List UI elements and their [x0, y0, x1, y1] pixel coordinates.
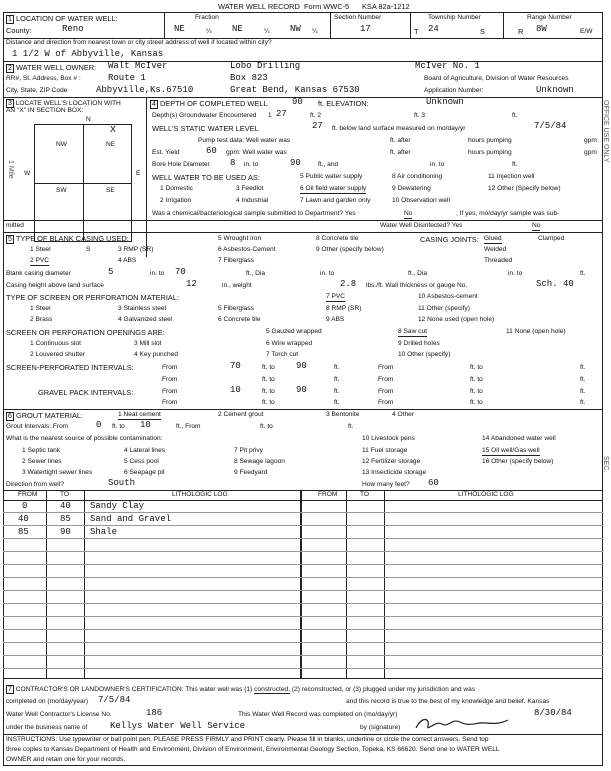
- casing-8: 8 Concrete tile: [316, 235, 359, 242]
- contam-10: 10 Livestock pens: [362, 435, 415, 442]
- diam-value: 5: [108, 267, 114, 277]
- chem-no: No: [404, 210, 413, 217]
- s3-label: 3 LOCATE WELL'S LOCATION WITH: [8, 100, 121, 107]
- grout-ft: ft.: [348, 423, 354, 430]
- screen-9: 9 ABS: [326, 316, 345, 323]
- disinfected-no: No: [532, 222, 541, 229]
- diam-label: Blank casing diameter: [6, 270, 71, 277]
- joint-clamped: Clamped: [538, 235, 565, 242]
- contam-6: 6 Seepage pit: [124, 469, 165, 476]
- casing-6: 6 Asbestos-Cement: [218, 246, 276, 253]
- casing-5: 5 Wrought iron: [218, 235, 262, 242]
- app-label: Application Number:: [424, 87, 484, 94]
- grout-int-label: Grout Intervals: From: [6, 423, 69, 430]
- contam-1: 1 Septic tank: [22, 447, 61, 454]
- bore-to-value: 90: [290, 158, 301, 168]
- contam-3: 3 Watertight sewer lines: [22, 469, 93, 476]
- board-label: Board of Agriculture, Division of Water Resources: [424, 75, 569, 82]
- sw-label: SW: [56, 187, 67, 194]
- opening-8-selected: 8 Saw cut: [398, 328, 427, 335]
- log-row-3-desc: Shale: [90, 527, 118, 537]
- range-value: 8W: [536, 24, 547, 34]
- cert-line-1: 7 CONTRACTOR'S OR LANDOWNER'S CERTIFICATION: This water well was (1) constructed, (2) reconstructed, or (3) plugged under my jurisdiction and was: [8, 686, 476, 693]
- use-12: 12 Other (Specify below): [488, 185, 561, 192]
- screen-8: 8 RMP (SR): [326, 305, 362, 312]
- log-row-1-to: 40: [60, 501, 71, 511]
- log-row-1-from: 0: [22, 501, 28, 511]
- opening-2: 2 Louvered shutter: [30, 351, 85, 358]
- pump-after: ft. after: [390, 137, 411, 144]
- ew-label: E/W: [580, 28, 593, 35]
- log-to-header-2: TO: [360, 491, 370, 498]
- joints-label: CASING JOINTS:: [420, 235, 479, 244]
- use-6-selected: 6 Oil field water supply: [300, 185, 367, 192]
- diam-dia: ft., Dia: [246, 270, 266, 277]
- yield-gpm-2: gpm: [584, 149, 597, 156]
- license-label: Water Well Contractor's License No.: [6, 711, 112, 718]
- contam-8: 8 Sewage lagoon: [234, 458, 285, 465]
- well-name: McIver No. 1: [415, 61, 480, 71]
- chem-label: Was a chemical/bacteriological sample submitted to Department? Yes: [152, 210, 356, 217]
- opening-5: 5 Gauzed wrapped: [266, 328, 322, 335]
- county-label: County:: [6, 26, 32, 35]
- disinfected-label: Water Well Disinfected? Yes: [380, 222, 463, 229]
- use-1: 1 Domestic: [160, 185, 193, 192]
- ne-label: NE: [106, 141, 116, 148]
- contam-9: 9 Feedyard: [234, 469, 268, 476]
- yield-gpm: gpm: Well water was: [226, 149, 287, 156]
- perf-to-2: ft. to: [470, 364, 483, 371]
- owner-label: 2 WATER WELL OWNER:: [8, 63, 97, 72]
- screen-12: 12 None used (open hole): [418, 316, 495, 323]
- fraction-1: NE: [174, 24, 185, 34]
- nw-label: NW: [56, 141, 67, 148]
- diam-ft: ft.: [580, 270, 586, 277]
- city-value: Abbyville,Ks.67510: [96, 85, 194, 95]
- grout-from-value: 0: [96, 420, 102, 430]
- yield-after: ft. after: [390, 149, 411, 156]
- grout-1-selected: 1 Neat cement: [118, 411, 161, 418]
- license-value: 186: [146, 708, 163, 718]
- perf-ft-2: ft.: [580, 364, 586, 371]
- grout-to-value: 10: [140, 420, 151, 430]
- casing-label: 5 TYPE OF BLANK CASING USED:: [8, 234, 129, 243]
- screen-7-selected: 7 PVC: [326, 293, 346, 300]
- contam-13: 13 Insecticide storage: [362, 469, 427, 476]
- gravel-from-2: From: [378, 388, 394, 395]
- screen-6: 6 Concrete tile: [218, 316, 261, 323]
- r-label: R: [518, 27, 524, 36]
- casing-9: 9 Other (specify below): [316, 246, 384, 253]
- direction-value: South: [108, 478, 136, 488]
- opening-9: 9 Drilled holes: [398, 340, 440, 347]
- perf-ft: ft.: [334, 364, 340, 371]
- weight-value: 2.8: [340, 279, 357, 289]
- openings-label: SCREEN OR PERFORATION OPENINGS ARE:: [6, 328, 165, 337]
- screen-11: 11 Other (specify): [418, 305, 470, 312]
- office-use-label: OFFICE USE ONLY: [602, 100, 609, 163]
- gravel-to-3: ft. to: [262, 399, 275, 406]
- owner-value: Walt McIver: [108, 61, 168, 71]
- feet-value: 60: [428, 478, 439, 488]
- casing-3: 3 RMP (SR): [118, 246, 154, 253]
- perf-from-value: 70: [230, 361, 241, 371]
- t-label: T: [414, 27, 419, 36]
- pump-hours: hours pumping: [468, 137, 512, 144]
- perf-to-value: 90: [296, 361, 307, 371]
- perf-from: From: [162, 364, 178, 371]
- casing-7: 7 Fiberglass: [218, 257, 254, 264]
- opening-3: 3 Mill slot: [134, 340, 162, 347]
- rr-value: Route 1: [108, 73, 146, 83]
- opening-11: 11 None (open hole): [506, 328, 566, 335]
- perf-to-4: ft. to: [470, 376, 483, 383]
- record-completed-label: This Water Well Record was completed on (mo/day/yr): [238, 711, 398, 718]
- joint-welded: Welded: [484, 246, 507, 253]
- log-row-3-to: 90: [60, 527, 71, 537]
- screen-10: 10 Asbestos-cement: [418, 293, 478, 300]
- diam-to-value: 70: [175, 267, 186, 277]
- gravel-from-3: From: [162, 399, 178, 406]
- grout-4: 4 Other: [392, 411, 414, 418]
- gravel-ft-3: ft.: [334, 399, 340, 406]
- gravel-label: GRAVEL PACK INTERVALS:: [38, 388, 134, 397]
- grout-2: 2 Cement grout: [218, 411, 264, 418]
- fraction-2: NE: [232, 24, 243, 34]
- contam-label: What is the nearest source of possible contamination:: [6, 435, 163, 442]
- driller-name: Lobo Drilling: [230, 61, 301, 71]
- height-weight: in., weight: [222, 282, 252, 289]
- perf-to: ft. to: [262, 364, 275, 371]
- use-8: 8 Air conditioning: [392, 173, 443, 180]
- elev-label: ft. ELEVATION:: [318, 99, 369, 108]
- bore-in-to: in. to: [244, 161, 259, 168]
- log-rule: [3, 668, 603, 669]
- instructions-2: three copies to Kansas Department of Health and Environment, Division of Environment, Environmental Geology Section, Topeka, KS 66620. Send one to WATER WELL: [6, 746, 500, 753]
- fraction-3: NW: [290, 24, 301, 34]
- yield-value: 60: [206, 146, 217, 156]
- screen-1: 1 Steel: [30, 305, 51, 312]
- pump-gpm: gpm: [584, 137, 597, 144]
- casing-2-selected: 2 PVC: [30, 257, 50, 264]
- log-rule: [3, 512, 603, 513]
- use-5: 5 Public water supply: [300, 173, 363, 180]
- gw-ft: ft.: [512, 112, 518, 119]
- opening-6: 6 Wire wrapped: [266, 340, 313, 347]
- township-value: 24: [428, 24, 439, 34]
- log-rule: [3, 590, 603, 591]
- opening-10: 10 Other (specify): [398, 351, 451, 358]
- perf-from-3: From: [162, 376, 178, 383]
- bore-in-to-2: in. to: [430, 161, 445, 168]
- screen-5: 5 Fiberglass: [218, 305, 254, 312]
- instructions-1: INSTRUCTIONS: Use typewriter or ball point pen. PLEASE PRESS FIRMLY and PRINT clearly. Please fill in blanks, underline or circle the correct answers. Send top: [6, 736, 489, 743]
- contam-7: 7 Pit privy: [234, 447, 263, 454]
- south-label: S: [86, 246, 91, 253]
- joint-glued: Glued: [484, 235, 502, 242]
- diam-in-to: in. to: [150, 270, 165, 277]
- yield-hours: hours pumping: [468, 149, 512, 156]
- bore-and: ft., and: [318, 161, 339, 168]
- fraction-label: Fraction: [195, 14, 219, 21]
- east-label: E: [136, 170, 141, 177]
- gauge-label: lbs./ft. Wall thickness or gauge No.: [366, 282, 468, 289]
- height-value: 12: [186, 279, 197, 289]
- screen-label: TYPE OF SCREEN OR PERFORATION MATERIAL:: [6, 293, 180, 302]
- perf-from-2: From: [378, 364, 394, 371]
- gravel-to: ft. to: [262, 388, 275, 395]
- signature-scribble: [412, 714, 522, 734]
- gw-3: ft. 3: [414, 112, 425, 119]
- log-lith-header-2: LITHOLOGIC LOG: [458, 491, 514, 498]
- screen-4: 4 Galvanized steel: [118, 316, 173, 323]
- depth-label: 4 DEPTH OF COMPLETED WELL: [152, 99, 268, 108]
- log-lith-header: LITHOLOGIC LOG: [172, 491, 228, 498]
- driller-city: Great Bend, Kansas 67530: [230, 85, 360, 95]
- grout-to-2: ft. to: [260, 423, 273, 430]
- static-value: 27: [312, 121, 323, 131]
- gravel-ft-2: ft.: [580, 388, 586, 395]
- log-rule: [3, 538, 603, 539]
- gauge-value: Sch. 40: [536, 279, 574, 289]
- use-9: 9 Dewatering: [392, 185, 431, 192]
- log-from-header: FROM: [18, 491, 38, 498]
- perf-ft-4: ft.: [580, 376, 586, 383]
- section-label: Section Number: [334, 14, 382, 21]
- static-date: 7/5/84: [534, 121, 567, 131]
- gw-value: 27: [276, 109, 287, 119]
- perf-ft-3: ft.: [334, 376, 340, 383]
- use-4: 4 Industrial: [236, 197, 269, 204]
- contam-2: 2 Sewer lines: [22, 458, 62, 465]
- log-row-2-to: 85: [60, 514, 71, 524]
- depth-value: 90: [292, 97, 303, 107]
- elev-value: Unknown: [426, 97, 464, 107]
- completed-value: 7/5/84: [98, 695, 131, 705]
- contam-12: 12 Fertilizer storage: [362, 458, 421, 465]
- log-to-header: TO: [60, 491, 70, 498]
- gravel-to-value: 90: [296, 385, 307, 395]
- use-7: 7 Lawn and garden only: [300, 197, 371, 204]
- log-rule: [3, 577, 603, 578]
- app-value: Unknown: [536, 85, 574, 95]
- chem-rest: ; If yes, mo/day/yr sample was sub-: [456, 210, 560, 217]
- log-row-3-from: 85: [18, 527, 29, 537]
- log-rule: [3, 655, 603, 656]
- height-label: Casing height above land surface: [6, 282, 104, 289]
- log-from-header-2: FROM: [318, 491, 338, 498]
- mile-label: 1 Mile: [7, 160, 14, 179]
- sec-label: SEC.: [602, 456, 609, 473]
- s-label: S: [480, 27, 485, 36]
- feet-label: How many feet?: [362, 481, 410, 488]
- west-label: W: [24, 170, 31, 177]
- driller-box: Box 823: [230, 73, 268, 83]
- log-row-2-from: 40: [18, 514, 29, 524]
- section-value: 17: [360, 24, 371, 34]
- static-rest: ft. below land surface measured on mo/day/yr: [332, 125, 466, 132]
- screen-3: 3 Stainless steel: [118, 305, 167, 312]
- log-row-2-desc: Sand and Gravel: [90, 514, 172, 524]
- se-label: SE: [106, 187, 115, 194]
- gw-label: Depth(s) Groundwater Encountered: [152, 112, 257, 119]
- gravel-to-4: ft. to: [470, 399, 483, 406]
- use-11: 11 Injection well: [488, 173, 535, 180]
- gravel-from-value: 10: [230, 385, 241, 395]
- gravel-ft-4: ft.: [580, 399, 586, 406]
- distance-label: Distance and direction from nearest town or city street address of well if located within city?: [6, 39, 272, 46]
- log-row-1-desc: Sandy Clay: [90, 501, 145, 511]
- business-value: Kellys Water Well Service: [110, 721, 246, 731]
- log-rule: [3, 629, 603, 630]
- use-3: 3 Feedlot: [236, 185, 264, 192]
- signature-label: by (signature): [360, 724, 401, 731]
- city-label: City, State, ZIP Code: [6, 87, 68, 94]
- mitted-label: mitted: [6, 222, 24, 229]
- completed-label: completed on (mo/day/year): [6, 698, 89, 705]
- quarter-1: ¼: [206, 28, 212, 35]
- ksa-ref: KSA 82a-1212: [362, 2, 410, 11]
- gravel-from: From: [162, 388, 178, 395]
- log-rule: [3, 616, 603, 617]
- s3-label-2: AN "X" IN SECTION BOX:: [6, 107, 84, 114]
- log-rule: [3, 642, 603, 643]
- log-rule: [3, 525, 603, 526]
- perf-to-3: ft. to: [262, 376, 275, 383]
- well-location-mark: X: [110, 124, 116, 135]
- direction-label: Direction from well?: [6, 481, 64, 488]
- use-label: WELL WATER TO BE USED AS:: [152, 173, 260, 182]
- quarter-3: ¼: [312, 28, 318, 35]
- quarter-2: ¼: [264, 28, 270, 35]
- county-value: Reno: [62, 24, 84, 34]
- perf-from-4: From: [378, 376, 394, 383]
- pump-label: Pump test data: Well water was: [198, 137, 291, 144]
- diam-in-to-3: in. to: [508, 270, 523, 277]
- contam-14: 14 Abandoned water well: [482, 435, 556, 442]
- opening-4: 4 Key punched: [134, 351, 178, 358]
- grout-to: ft. to: [112, 423, 125, 430]
- grout-3: 3 Bentonite: [326, 411, 360, 418]
- business-label: under the business name of: [6, 724, 88, 731]
- grout-label: 6 GROUT MATERIAL:: [8, 411, 84, 420]
- log-rule: [3, 551, 603, 552]
- contam-11: 11 Fuel storage: [362, 447, 408, 454]
- contam-15-selected: 15 Oil well/Gas well: [482, 447, 540, 454]
- record-completed-date: 8/30/84: [534, 708, 572, 718]
- cert-line-3: and this record is true to the best of my knowledge and belief. Kansas: [346, 698, 550, 705]
- instructions-3: OWNER and retain one for your records.: [6, 756, 126, 763]
- static-label: WELL'S STATIC WATER LEVEL: [152, 124, 259, 133]
- gw-2: ft. 2: [310, 112, 321, 119]
- s1-label: 1 LOCATION OF WATER WELL:: [8, 14, 118, 23]
- bore-label: Bore Hole Diameter: [152, 161, 210, 168]
- gravel-ft: ft.: [334, 388, 340, 395]
- diam-dia-2: ft., Dia: [408, 270, 428, 277]
- casing-1: 1 Steel: [30, 246, 51, 253]
- use-2: 2 Irrigation: [160, 197, 192, 204]
- use-10: 10 Observation well: [392, 197, 450, 204]
- bore-value: 8: [230, 158, 236, 168]
- township-label: Township Number: [428, 14, 481, 21]
- bore-ft: ft.: [512, 161, 518, 168]
- log-rule: [3, 603, 603, 604]
- contam-16: 16 Other (specify below): [482, 458, 554, 465]
- screen-2: 2 Brass: [30, 316, 53, 323]
- yield-label: Est. Yield: [152, 149, 180, 156]
- casing-4: 4 ABS: [118, 257, 137, 264]
- opening-1: 1 Continuous slot: [30, 340, 81, 347]
- gravel-to-2: ft. to: [470, 388, 483, 395]
- log-rule: [3, 564, 603, 565]
- joint-threaded: Threaded: [484, 257, 513, 264]
- range-label: Range Number: [527, 14, 572, 21]
- grout-from-2: ft., From: [176, 423, 201, 430]
- distance-value: 1 1/2 W of Abbyville, Kansas: [12, 49, 164, 59]
- perf-label: SCREEN-PERFORATED INTERVALS:: [6, 363, 134, 372]
- gravel-from-4: From: [378, 399, 394, 406]
- north-label: N: [86, 116, 91, 123]
- contam-5: 5 Cess pool: [124, 458, 159, 465]
- gw-1: 1: [268, 112, 272, 119]
- form-title: WATER WELL RECORD: [218, 2, 300, 11]
- diam-in-to-2: in. to: [320, 270, 335, 277]
- contam-4: 4 Lateral lines: [124, 447, 166, 454]
- opening-7: 7 Torch cut: [266, 351, 299, 358]
- form-number: Form WWC-5: [304, 2, 350, 11]
- rr-label: RR#, St. Address, Box # :: [6, 75, 81, 82]
